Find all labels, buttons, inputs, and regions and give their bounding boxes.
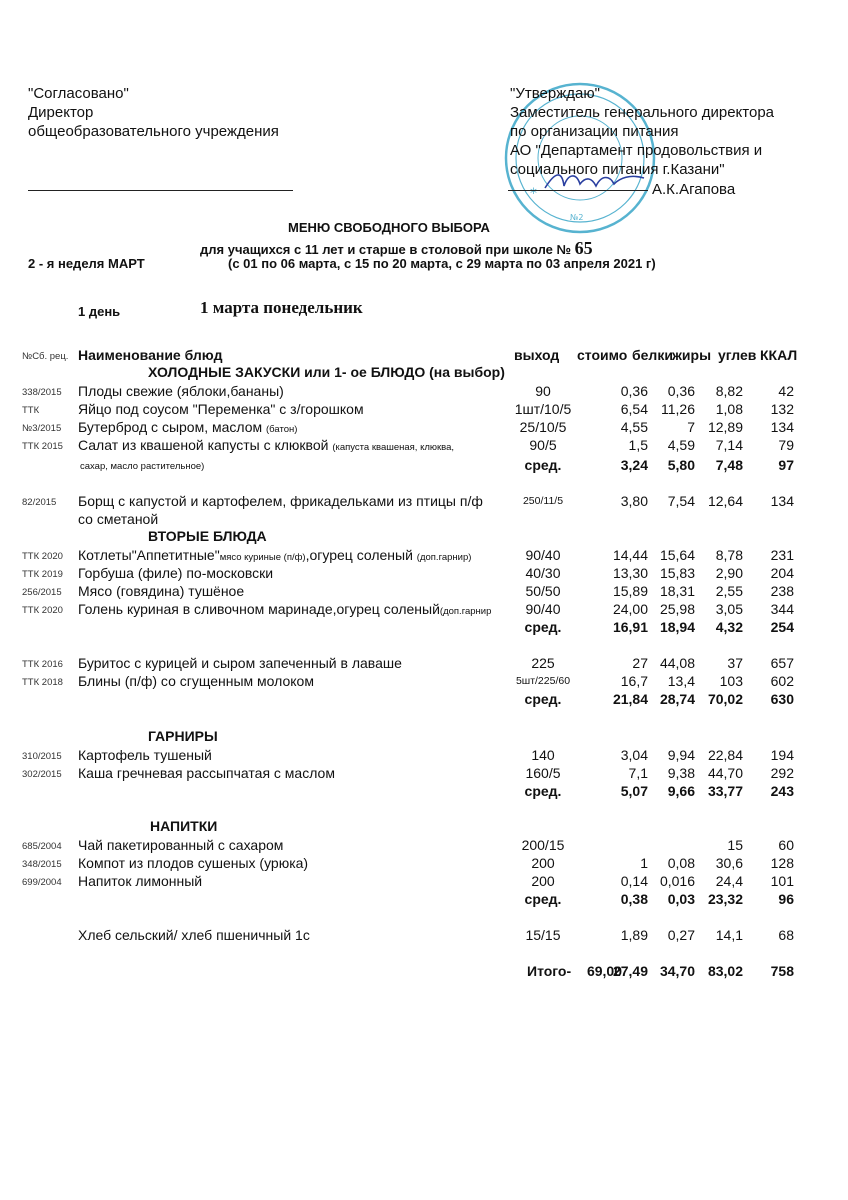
dish-yield: 90/40: [525, 601, 561, 617]
avg-carbs: 23,32: [707, 891, 743, 907]
dish-name: Мясо (говядина) тушёное: [78, 583, 245, 599]
svg-text:*: *: [530, 186, 537, 202]
average-label: сред.: [524, 619, 562, 635]
table-row: [0, 582, 848, 600]
dish-protein: 1,89: [620, 927, 648, 943]
dish-kcal: 194: [770, 747, 794, 763]
avg-carbs: 4,32: [715, 619, 743, 635]
recipe-code: ТТК: [22, 405, 40, 416]
dish-fat: 7: [687, 419, 695, 435]
dish-fat: 0,36: [667, 383, 695, 399]
avg-kcal: 243: [770, 783, 794, 799]
avg-protein: 21,84: [612, 691, 648, 707]
dish-note: (капуста квашеная, клюква,: [332, 442, 455, 453]
recipe-code: 302/2015: [22, 769, 62, 780]
dish-yield: 140: [531, 747, 555, 763]
total-fat: 34,70: [659, 963, 695, 979]
dish-protein: 3,04: [620, 747, 648, 763]
col-carbs: углев: [718, 347, 757, 363]
dish-fat: 7,54: [667, 493, 695, 509]
table-row: [0, 746, 848, 764]
dish-yield: 200: [531, 873, 555, 889]
table-row: [0, 436, 848, 454]
dish-name: Каша гречневая рассыпчатая с маслом: [78, 765, 335, 781]
recipe-code: 685/2004: [22, 841, 62, 852]
dish-name: Плоды свежие (яблоки,бананы): [78, 383, 284, 399]
total-kcal: 758: [770, 963, 794, 979]
dish-carbs: 37: [727, 655, 743, 671]
table-row: [0, 400, 848, 418]
dish-carbs: 12,64: [707, 493, 743, 509]
dish-protein: 6,54: [620, 401, 648, 417]
dish-name: Горбуша (филе) по-московски: [78, 565, 274, 581]
dish-name: Буритос с курицей и сыром запеченный в лаваше: [78, 655, 402, 671]
menu-subtitle-text: для учащихся с 11 лет и старше в столовой при школе №: [200, 242, 572, 257]
col-protein: белки: [632, 347, 673, 363]
dish-kcal: 204: [770, 565, 794, 581]
table-row: [0, 854, 848, 872]
table-row-continued: [0, 510, 848, 528]
dish-kcal: 134: [770, 493, 794, 509]
dish-yield: 200/15: [521, 837, 565, 853]
avg-carbs: 33,77: [707, 783, 743, 799]
dish-carbs: 12,89: [707, 419, 743, 435]
dish-carbs: 103: [719, 673, 743, 689]
dish-note: (доп.гарнир: [439, 606, 492, 617]
dish-fat: 15,64: [659, 547, 695, 563]
approved-label: "Согласовано": [28, 85, 129, 102]
dish-protein: 0,14: [620, 873, 648, 889]
dish-kcal: 231: [770, 547, 794, 563]
dish-name: Чай пакетированный с сахаром: [78, 837, 284, 853]
dish-carbs: 3,05: [715, 601, 743, 617]
recipe-code: 338/2015: [22, 387, 62, 398]
table-row: [0, 600, 848, 618]
dish-fat: 18,31: [659, 583, 695, 599]
recipe-code: ТТК 2016: [22, 659, 63, 670]
dish-carbs: 24,4: [715, 873, 743, 889]
school-number: 65: [574, 238, 593, 258]
avg-kcal: 97: [778, 457, 794, 473]
avg-kcal: 630: [770, 691, 794, 707]
dish-name: Хлеб сельский/ хлеб пшеничный 1с: [78, 927, 310, 943]
dish-kcal: 101: [770, 873, 794, 889]
dish-kcal: 344: [770, 601, 794, 617]
total-protein: 27,49: [612, 963, 648, 979]
col-cost: стоимо: [577, 347, 628, 363]
dish-yield: 90/40: [525, 547, 561, 563]
dish-kcal: 60: [778, 837, 794, 853]
table-row: [0, 654, 848, 672]
dish-fat: 11,26: [661, 401, 695, 417]
dish-name: Картофель тушеный: [78, 747, 212, 763]
total-cost: 69,00: [586, 963, 622, 979]
dish-kcal: 68: [778, 927, 794, 943]
avg-protein: 3,24: [620, 457, 648, 473]
col-name: Наименование блюд: [78, 347, 223, 363]
dish-kcal: 79: [778, 437, 794, 453]
dish-carbs: 30,6: [715, 855, 743, 871]
table-row-average: [0, 782, 848, 800]
day-date: 1 марта понедельник: [200, 298, 363, 317]
dish-yield: 225: [531, 655, 555, 671]
dish-name-line2: со сметаной: [78, 511, 159, 527]
total-label: Итого-: [527, 963, 572, 979]
table-row-average: [0, 456, 848, 474]
recipe-code: 699/2004: [22, 877, 62, 888]
table-row: [0, 492, 848, 510]
table-header: [0, 346, 848, 364]
dish-note: (батон): [266, 424, 298, 435]
dish-kcal: 238: [770, 583, 794, 599]
table-row: [0, 672, 848, 690]
institution-label: общеобразовательного учреждения: [28, 123, 279, 140]
week-label: 2 - я неделя МАРТ: [28, 256, 145, 271]
dish-name: Голень куриная в сливочном маринаде,огурец соленый: [78, 601, 440, 617]
dish-yield: 40/30: [525, 565, 561, 581]
dish-carbs: 8,82: [715, 383, 743, 399]
recipe-code: 82/2015: [22, 497, 57, 508]
department-line: АО "Департамент продовольствия и: [510, 142, 763, 159]
avg-fat: 28,74: [659, 691, 695, 707]
signature-line-right: [508, 190, 648, 191]
recipe-code: 348/2015: [22, 859, 62, 870]
dish-fat: 15,83: [659, 565, 695, 581]
col-kcal: ККАЛ: [760, 347, 798, 363]
dish-protein: 0,36: [620, 383, 648, 399]
avg-kcal: 254: [770, 619, 794, 635]
average-label: сред.: [524, 691, 562, 707]
table-row: [0, 418, 848, 436]
director-label: Директор: [28, 104, 94, 121]
signature-line-left: [28, 190, 293, 191]
dish-yield: 25/10/5: [519, 419, 567, 435]
dish-name: Котлеты"Аппетитные": [78, 547, 220, 563]
dish-yield: 1шт/10/5: [514, 401, 572, 417]
dish-fat: 44,08: [659, 655, 695, 671]
dish-name: Компот из плодов сушеных (урюка): [78, 855, 309, 871]
table-row: [0, 836, 848, 854]
dish-fat: 0,08: [667, 855, 695, 871]
dish-name: Салат из квашеной капусты с клюквой: [78, 437, 333, 453]
average-label: сред.: [524, 891, 562, 907]
dish-protein: 14,44: [612, 547, 648, 563]
dish-name: Бутерброд с сыром, маслом: [78, 419, 267, 435]
dish-kcal: 292: [770, 765, 794, 781]
date-range: (с 01 по 06 марта, с 15 по 20 марта, с 29 марта по 03 апреля 2021 г): [228, 256, 656, 271]
dish-note: сахар, масло растительное): [80, 461, 205, 472]
dish-protein: 7,1: [628, 765, 648, 781]
dish-fat: 13,4: [667, 673, 695, 689]
dish-protein: 16,7: [620, 673, 648, 689]
dish-protein: 3,80: [620, 493, 648, 509]
dish-kcal: 128: [770, 855, 794, 871]
recipe-code: ТТК 2019: [22, 569, 63, 580]
dish-yield: 200: [531, 855, 555, 871]
avg-kcal: 96: [778, 891, 794, 907]
dish-fat: 4,59: [667, 437, 695, 453]
dish-carbs: 44,70: [707, 765, 743, 781]
table-row: [0, 764, 848, 782]
dish-carbs: 1,08: [715, 401, 743, 417]
approve-label: "Утверждаю": [510, 85, 600, 102]
dish-note: мясо куриные (п/ф): [219, 552, 306, 563]
dish-fat: 25,98: [659, 601, 695, 617]
dish-carbs: 8,78: [715, 547, 743, 563]
dish-fat: 9,94: [667, 747, 695, 763]
recipe-code: №3/2015: [22, 423, 62, 434]
dish-carbs: 22,84: [707, 747, 743, 763]
section-cold: ХОЛОДНЫЕ ЗАКУСКИ или 1- ое БЛЮДО (на выбор): [148, 364, 505, 380]
avg-fat: 18,94: [659, 619, 695, 635]
dish-kcal: 42: [778, 383, 794, 399]
col-code: №Сб. рец.: [22, 351, 69, 362]
average-label: сред.: [524, 457, 562, 473]
dish-yield: 90: [535, 383, 551, 399]
table-row: [0, 564, 848, 582]
avg-protein: 0,38: [620, 891, 648, 907]
dish-protein: 15,89: [612, 583, 648, 599]
dish-name-wrap: [78, 436, 454, 457]
dish-kcal: 132: [770, 401, 794, 417]
table-row-total: [0, 962, 848, 980]
dish-yield: 5шт/225/60: [515, 675, 571, 687]
dish-yield: 250/11/5: [522, 495, 564, 507]
avg-fat: 0,03: [667, 891, 695, 907]
avg-carbs: 70,02: [707, 691, 743, 707]
avg-carbs: 7,48: [715, 457, 743, 473]
dish-note: (доп.гарнир): [416, 552, 472, 563]
dish-protein: 13,30: [612, 565, 648, 581]
avg-protein: 16,91: [612, 619, 648, 635]
section-garnish: ГАРНИРЫ: [148, 728, 218, 744]
recipe-code: ТТК 2015: [22, 441, 63, 452]
dish-yield: 50/50: [525, 583, 561, 599]
deputy-title: Заместитель генерального директора: [510, 104, 775, 121]
dish-yield: 90/5: [529, 437, 557, 453]
recipe-code: ТТК 2018: [22, 677, 63, 688]
recipe-code: ТТК 2020: [22, 605, 63, 616]
dish-name: Блины (п/ф) со сгущенным молоком: [78, 673, 314, 689]
svg-text:№2: №2: [570, 213, 584, 222]
section-second: ВТОРЫЕ БЛЮДА: [148, 528, 267, 544]
dish-fat: 0,016: [659, 873, 695, 889]
dish-kcal: 134: [770, 419, 794, 435]
average-label: сред.: [524, 783, 562, 799]
org-line: по организации питания: [510, 123, 679, 140]
table-row: [0, 546, 848, 564]
dish-name: Яйцо под соусом "Переменка" с з/горошком: [78, 401, 364, 417]
dish-kcal: 602: [770, 673, 794, 689]
total-carbs: 83,02: [707, 963, 743, 979]
col-fat: жиры: [672, 347, 712, 363]
avg-protein: 5,07: [620, 783, 648, 799]
table-row: [0, 382, 848, 400]
day-label: 1 день: [78, 304, 121, 319]
dish-carbs: 14,1: [715, 927, 743, 943]
table-row: [0, 926, 848, 944]
dish-yield: 160/5: [525, 765, 561, 781]
signatory-name: А.К.Агапова: [652, 181, 736, 198]
dish-fat: 9,38: [667, 765, 695, 781]
dish-name-tail: ,огурец соленый: [305, 547, 417, 563]
dish-carbs: 2,90: [715, 565, 743, 581]
dish-carbs: 7,14: [715, 437, 743, 453]
dish-name: Борщ с капустой и картофелем, фрикадельками из птицы п/ф: [78, 493, 483, 509]
dish-fat: 0,27: [667, 927, 695, 943]
dish-protein: 4,55: [620, 419, 648, 435]
dish-kcal: 657: [770, 655, 794, 671]
table-row-average: [0, 890, 848, 908]
table-row-average: [0, 618, 848, 636]
menu-title: МЕНЮ СВОБОДНОГО ВЫБОРА: [288, 220, 490, 235]
col-yield: выход: [514, 347, 560, 363]
recipe-code: 256/2015: [22, 587, 62, 598]
dish-yield: 15/15: [525, 927, 561, 943]
recipe-code: 310/2015: [22, 751, 62, 762]
table-row-average: [0, 690, 848, 708]
dish-carbs: 15: [727, 837, 743, 853]
section-drinks: НАПИТКИ: [150, 818, 218, 834]
dish-carbs: 2,55: [715, 583, 743, 599]
avg-fat: 9,66: [667, 783, 695, 799]
dish-protein: 27: [632, 655, 648, 671]
dish-protein: 24,00: [612, 601, 648, 617]
dish-protein: 1: [640, 855, 648, 871]
recipe-code: ТТК 2020: [22, 551, 63, 562]
department-line-2: социального питания г.Казани": [510, 161, 725, 178]
dish-protein: 1,5: [628, 437, 648, 453]
table-row: [0, 872, 848, 890]
avg-fat: 5,80: [667, 457, 695, 473]
dish-name: Напиток лимонный: [78, 873, 203, 889]
